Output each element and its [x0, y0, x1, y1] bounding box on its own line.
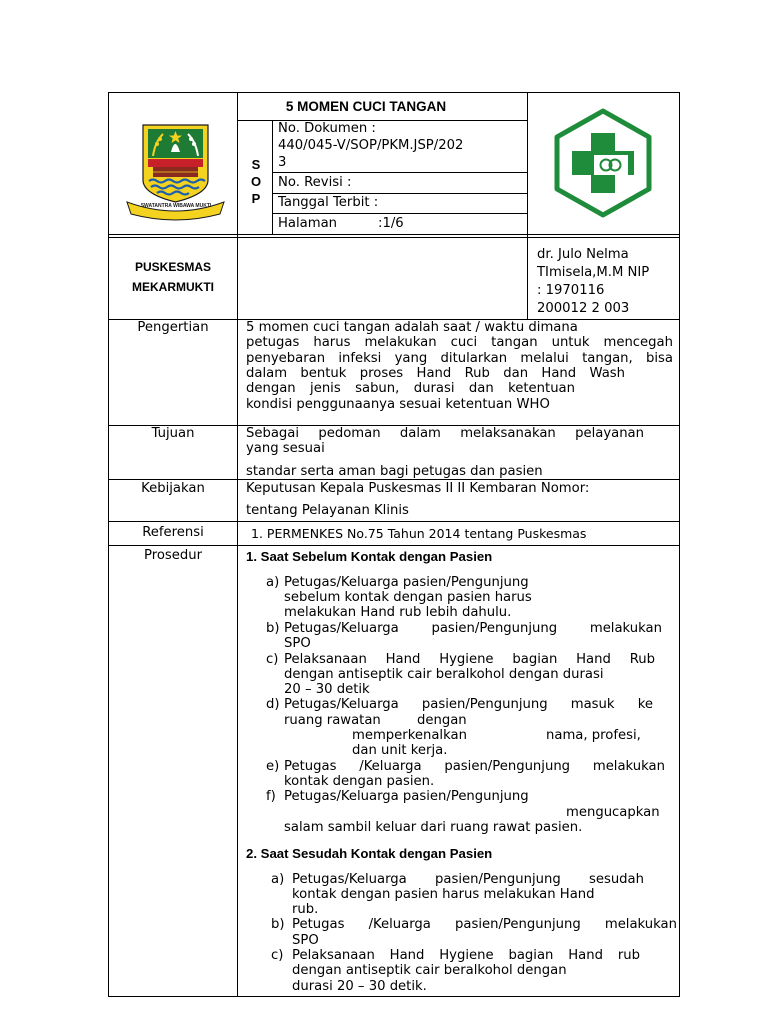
- list-item-text: melakukan Hand rub lebih dahulu.: [284, 605, 512, 620]
- list-marker: a): [266, 575, 280, 590]
- section-label-tujuan: Tujuan: [151, 426, 195, 441]
- list-item-text: Petugas /Keluarga pasien/Pengunjung melakukan: [284, 759, 665, 774]
- list-item-text: Pelaksanaan Hand Hygiene bagian Hand rub: [292, 948, 640, 963]
- list-item-text: Petugas/Keluarga pasien/Pengunjung: [284, 789, 529, 804]
- list-item-text: sebelum kontak dengan pasien harus: [284, 590, 532, 605]
- list-item-text: Petugas/Keluarga pasien/Pengunjung: [284, 575, 529, 590]
- pengertian-text: dengan jenis sabun, durasi dan ketentuan: [246, 381, 575, 396]
- section-label-prosedur: Prosedur: [143, 548, 203, 563]
- page-label: Halaman: [278, 216, 338, 231]
- document-title: 5 MOMEN CUCI TANGAN: [285, 99, 447, 114]
- pengertian-text: petugas harus melakukan cuci tangan untuk mencegah: [246, 335, 673, 350]
- list-marker: b): [266, 621, 280, 636]
- tujuan-text: standar serta aman bagi petugas dan pasien: [246, 464, 543, 479]
- list-item-text: 20 – 30 detik: [284, 682, 370, 697]
- prosedur-heading: 1. Saat Sebelum Kontak dengan Pasien: [246, 549, 493, 564]
- sop-letter: S: [251, 157, 261, 172]
- sop-letter: P: [251, 191, 261, 206]
- section-label-kebijakan: Kebijakan: [141, 481, 205, 496]
- institution-name-cont: MEKARMUKTI: [132, 280, 214, 294]
- signatory-line: dr. Julo Nelma: [537, 247, 629, 262]
- signatory-line: TImisela,M.M NIP: [537, 265, 650, 280]
- list-item-text: Petugas/Keluarga pasien/Pengunjung melakukan: [284, 621, 662, 636]
- section-label-referensi: Referensi: [142, 525, 204, 540]
- prosedur-heading: 2. Saat Sesudah Kontak dengan Pasien: [246, 846, 493, 861]
- kebijakan-text: Keputusan Kepala Puskesmas II II Kembaran Nomor:: [246, 481, 590, 496]
- list-marker: a): [271, 872, 285, 887]
- doc-number-value: 440/045-V/SOP/PKM.JSP/202: [278, 138, 464, 153]
- referensi-item: 1. PERMENKES No.75 Tahun 2014 tentang Puskesmas: [251, 526, 587, 541]
- institution-name: PUSKESMAS: [134, 260, 211, 274]
- list-item-text: Petugas /Keluarga pasien/Pengunjung melakukan: [292, 917, 677, 932]
- list-item-text: rub.: [292, 902, 319, 917]
- list-item-text: durasi 20 – 30 detik.: [292, 979, 427, 994]
- list-marker: e): [266, 759, 280, 774]
- list-marker: f): [266, 789, 276, 804]
- signatory-line: 200012 2 003: [537, 301, 630, 316]
- signatory-line: : 1970116: [537, 283, 605, 298]
- list-item-text: nama, profesi,: [546, 728, 641, 743]
- doc-number-label: No. Dokumen :: [278, 121, 376, 136]
- list-marker: c): [271, 948, 284, 963]
- list-item-text: mengucapkan: [566, 805, 660, 820]
- publish-date-label: Tanggal Terbit :: [278, 195, 379, 210]
- page-value: :1/6: [378, 216, 404, 231]
- list-item-text: kontak dengan pasien harus melakukan Hand: [292, 887, 595, 902]
- list-marker: b): [271, 917, 285, 932]
- doc-number-value-cont: 3: [278, 155, 287, 170]
- pengertian-text: penyebaran infeksi yang ditularkan melalui tangan, bisa: [246, 351, 673, 366]
- pengertian-text: kondisi penggunaanya sesuai ketentuan WHO: [246, 397, 550, 412]
- revision-label: No. Revisi :: [278, 175, 352, 190]
- list-item-text: memperkenalkan: [352, 728, 467, 743]
- pengertian-text: 5 momen cuci tangan adalah saat / waktu dimana: [246, 320, 578, 335]
- list-item-text: ruang rawatan: [284, 713, 381, 728]
- tujuan-text: Sebagai pedoman dalam melaksanakan pelayanan: [246, 426, 644, 441]
- sop-letter: O: [250, 174, 262, 189]
- list-marker: d): [266, 697, 280, 712]
- list-item-text: dan unit kerja.: [352, 743, 448, 758]
- list-item-text: Petugas/Keluarga pasien/Pengunjung masuk ke: [284, 697, 653, 712]
- tujuan-text: yang sesuai: [246, 441, 325, 456]
- puskesmas-logo-icon: [548, 108, 658, 218]
- list-item-text: Pelaksanaan Hand Hygiene bagian Hand Rub: [284, 652, 655, 667]
- list-item-text: dengan antiseptik cair beralkohol dengan durasi: [284, 667, 604, 682]
- list-item-text: SPO: [292, 933, 319, 948]
- kebijakan-text: tentang Pelayanan Klinis: [246, 503, 409, 518]
- emblem-motto: SWATANTRA WIBAWA MUKTI: [140, 203, 212, 209]
- list-item-text: dengan: [417, 713, 467, 728]
- list-item-text: dengan antiseptik cair beralkohol dengan: [292, 963, 567, 978]
- list-item-text: kontak dengan pasien.: [284, 774, 435, 789]
- sop-vertical-label: [248, 156, 264, 207]
- list-item-text: SPO: [284, 636, 311, 651]
- list-marker: c): [266, 652, 279, 667]
- list-item-text: Petugas/Keluarga pasien/Pengunjung sesudah: [292, 872, 644, 887]
- pengertian-text: dalam bentuk proses Hand Rub dan Hand Wash: [246, 366, 625, 381]
- list-item-text: salam sambil keluar dari ruang rawat pasien.: [284, 820, 583, 835]
- section-label-pengertian: Pengertian: [137, 320, 209, 335]
